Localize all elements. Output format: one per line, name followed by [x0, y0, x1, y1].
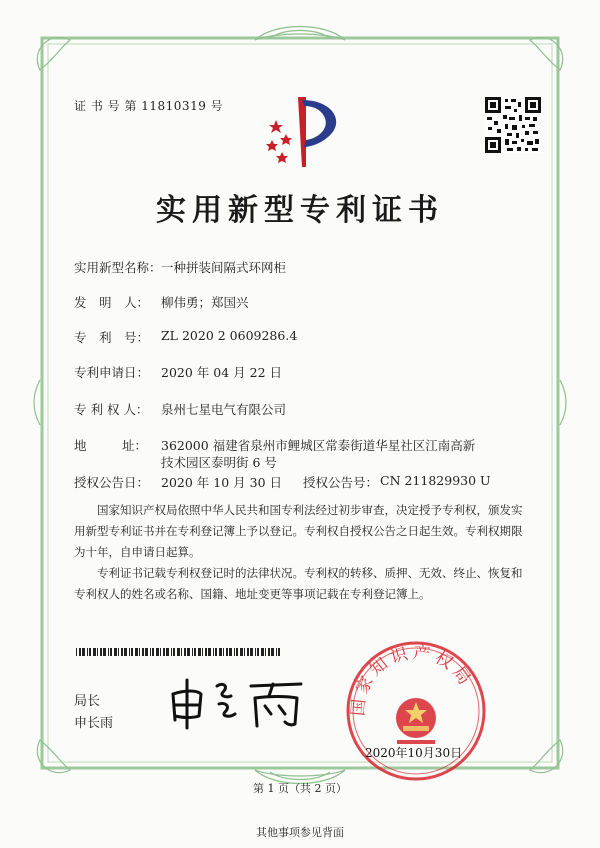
seal-text: 国家知识产权局	[348, 642, 477, 717]
patentee-label: 专 利 权 人：	[74, 402, 149, 417]
handwritten-signature	[165, 672, 315, 732]
barcode-icon	[76, 648, 281, 656]
address-label-1: 地	[74, 438, 87, 453]
page-title: 实用新型专利证书	[156, 193, 444, 228]
filing-date-value: 2020 年 04 月 22 日	[161, 365, 282, 380]
patent-number-label: 专 利 号：	[74, 330, 150, 345]
grant-number-value: CN 211829930 U	[380, 473, 491, 488]
grant-date-label: 授权公告日：	[74, 475, 150, 490]
inventor-value: 柳伟勇；郑国兴	[161, 295, 249, 310]
signatory-name: 申长雨	[74, 716, 114, 731]
grant-date-value: 2020 年 10 月 30 日	[161, 475, 282, 490]
patent-office-logo-icon	[258, 92, 348, 172]
address-line-1: 362000 福建省泉州市鲤城区常泰街道华星社区江南高新	[161, 438, 476, 453]
name-value: 一种拼装间隔式环网柜	[161, 260, 287, 275]
signatory-title: 局长	[74, 694, 101, 709]
certificate-number: 证 书 号 第 11810319 号	[74, 99, 224, 113]
inventor-label: 发 明 人：	[74, 295, 150, 310]
patent-number-value: ZL 2020 2 0609286.4	[161, 328, 298, 343]
patentee-value: 泉州七星电气有限公司	[161, 402, 287, 417]
grant-number-label: 授权公告号：	[303, 475, 379, 490]
address-line-2: 技术园区泰明街 6 号	[161, 455, 277, 470]
filing-date-label: 专利申请日：	[74, 365, 150, 380]
seal-date: 2020年10月30日	[365, 746, 463, 760]
grant-paragraph: 国家知识产权局依照中华人民共和国专利法经过初步审查，决定授予专利权，颁发实用新型专利证书并在专利登记簿上予以登记。专利权自授权公告之日起生效。专利权期限为十年，自申请日起算。	[74, 503, 523, 559]
name-label: 实用新型名称：	[74, 260, 162, 275]
page-number: 第 1 页（共 2 页）	[253, 782, 347, 795]
back-notice: 其他事项参见背面	[256, 826, 344, 839]
address-label-2: 址：	[122, 438, 148, 453]
legal-status-paragraph: 专利证书记载专利权登记时的法律状况。专利权的转移、质押、无效、终止、恢复和专利权人的姓名或名称、国籍、地址变更等事项记载在专利登记簿上。	[74, 566, 523, 601]
qr-code-icon	[485, 97, 541, 153]
